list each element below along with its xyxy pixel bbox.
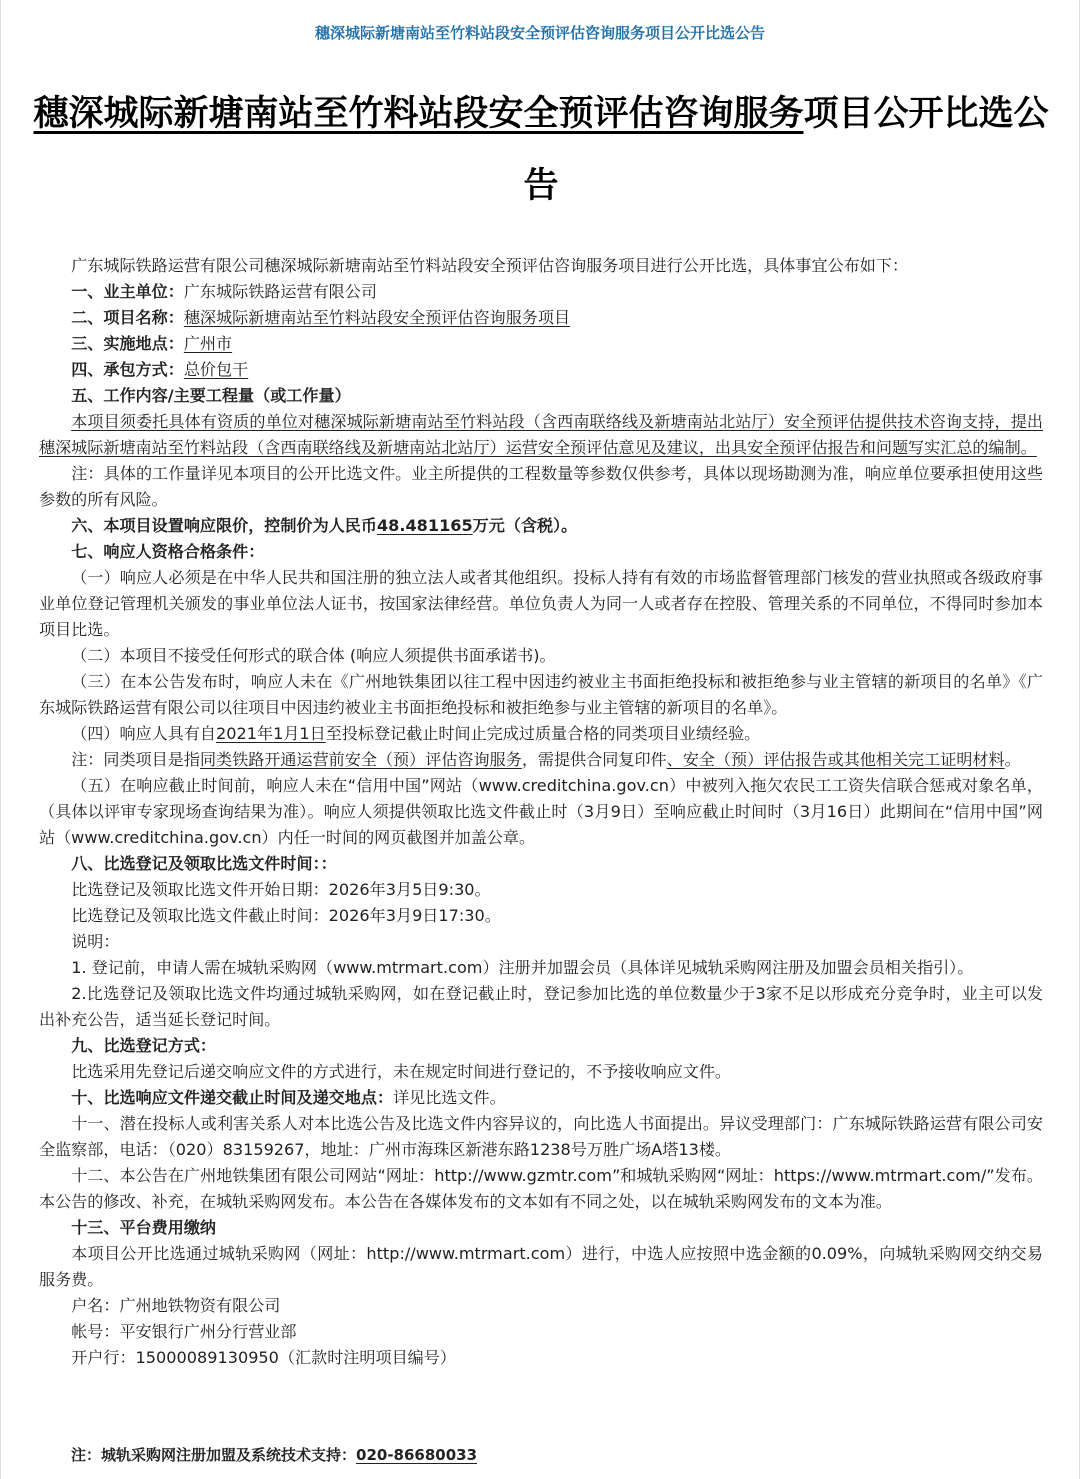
t: 至投标登记截止时间止完成过质量合格的同类项目业绩经验。 — [325, 724, 761, 743]
section-13-heading: 十三、平台费用缴纳 — [71, 1218, 217, 1237]
u: 、安全（预）评估报告或其他相关完工证明材料 — [666, 750, 1005, 769]
t: 注：同类项目是指 — [71, 750, 200, 769]
u: 同类铁路开通运营前安全（预）评估咨询服务 — [199, 750, 522, 769]
qual-4 — [39, 721, 1043, 747]
project-name — [39, 305, 1043, 331]
value: 总价包干 — [183, 360, 249, 379]
reg-start: 比选登记及领取比选文件开始日期：2026年3月5日9:30。 — [71, 880, 491, 899]
value: 穗深城际新塘南站至竹料站段安全预评估咨询服务项目 — [183, 308, 571, 327]
unit: 万元（含税）。 — [472, 516, 578, 535]
reg-end: 比选登记及领取比选文件截止时间：2026年3月9日17:30。 — [71, 906, 501, 925]
label: 注：城轨采购网注册加盟及系统技术支持： — [71, 1446, 357, 1464]
note-1: 1. 登记前，申请人需在城轨采购网（www.mtrmart.com）注册并加盟会员（具体详见城轨采购网注册及加盟会员相关指引）。 — [71, 958, 974, 977]
label: 四、承包方式： — [71, 360, 184, 379]
label: 十、比选响应文件递交截止时间及递交地点： — [71, 1088, 394, 1107]
label: 三、实施地点： — [71, 334, 184, 353]
price: 48.481165 — [376, 516, 473, 535]
header-title: 穗深城际新塘南站至竹料站段安全预评估咨询服务项目公开比选公告 — [314, 24, 765, 42]
label: 二、项目名称： — [71, 308, 184, 327]
qual-2: （二）本项目不接受任何形式的联合体 (响应人须提供书面承诺书)。 — [71, 646, 556, 665]
qual-5: （五）在响应截止时间前，响应人未在“信用中国”网站（www.creditchina.gov.cn）中被列入拖欠农民工工资失信联合惩戒对象名单，（具体以评审专家现场查询结果为准）。响应人须提供领取比选文件截止时（3月9日）至响应截止时间时（3月16日）此期间在“信用中国”网站（www.creditchina.gov.cn）内任一时间的网页截图并加盖公章。 — [39, 776, 1043, 847]
section-10 — [39, 1085, 1043, 1111]
note-label: 说明： — [71, 932, 120, 951]
t: 。 — [1004, 750, 1021, 769]
bank: 开户行：15000089130950（汇款时注明项目编号） — [71, 1348, 456, 1367]
account-name: 户名：广州地铁物资有限公司 — [71, 1296, 281, 1315]
section-11: 十一、潜在投标人或利害关系人对本比选公告及比选文件内容异议的，向比选人书面提出。异议受理部门：广东城际铁路运营有限公司安全监察部，电话：（020）83159267，地址：广州市海珠区新港东路1238号万胜广场A塔13楼。 — [39, 1114, 1043, 1159]
section-8-heading: 八、比选登记及领取比选文件时间：： — [71, 854, 337, 873]
footer-note — [71, 1444, 477, 1465]
value: 详见比选文件。 — [393, 1088, 506, 1107]
date: 2021年1月1日 — [216, 724, 326, 743]
document-body — [39, 253, 1043, 1371]
title-rest: 项目公开比选公告 — [523, 94, 1049, 206]
section-5-heading: 五、工作内容/主要工程量（或工作量） — [71, 386, 351, 405]
work-content — [39, 409, 1043, 461]
t: （四）响应人具有自 — [71, 724, 217, 743]
location — [39, 331, 1043, 357]
owner — [39, 279, 1043, 305]
work-note: 注：具体的工作量详见本项目的公开比选文件。业主所提供的工程数量等参数仅供参考，具体以现场勘测为准，响应单位要承担使用这些参数的所有风险。 — [39, 464, 1043, 509]
account-number: 帐号：平安银行广州分行营业部 — [71, 1322, 297, 1341]
work-content-text: 本项目须委托具体有资质的单位对穗深城际新塘南站至竹料站段（含西南联络线及新塘南站北站厅）安全预评估提供技术咨询支持，提出穗深城际新塘南站至竹料站段（含西南联络线及新塘南站北站厅）运营安全预评估意见及建议，出具安全预评估报告和问题写实汇总的编制。 — [39, 412, 1043, 457]
section-7-heading: 七、响应人资格合格条件： — [71, 542, 265, 561]
intro: 广东城际铁路运营有限公司穗深城际新塘南站至竹料站段安全预评估咨询服务项目进行公开比选，具体事宜公布如下： — [71, 256, 909, 275]
note-2: 2.比选登记及领取比选文件均通过城轨采购网，如在登记截止时，登记参加比选的单位数量少于3家不足以形成充分竞争时，业主可以发出补充公告，适当延长登记时间。 — [39, 984, 1043, 1029]
qual-note — [39, 747, 1043, 773]
fee-text: 本项目公开比选通过城轨采购网（网址：http://www.mtrmart.com）进行，中选人应按照中选金额的0.09%，向城轨采购网交纳交易服务费。 — [39, 1244, 1043, 1289]
section-9-heading: 九、比选登记方式： — [71, 1036, 217, 1055]
qual-1: （一）响应人必须是在中华人民共和国注册的独立法人或者其他组织。投标人持有有效的市场监督管理部门核发的营业执照或各级政府事业单位登记管理机关颁发的事业单位法人证书，按国家法律经营。单位负责人为同一人或者存在控股、管理关系的不同单位，不得同时参加本项目比选。 — [39, 568, 1043, 639]
section-12: 十二、本公告在广州地铁集团有限公司网站“网址：http://www.gzmtr.com”和城轨采购网“网址：https://www.mtrmart.com/”发布。本公告的修改、补充，在城轨采购网发布。本公告在各媒体发布的文本如有不同之处，以在城轨采购网发布的文本为准。 — [39, 1166, 1043, 1211]
contract-mode — [39, 357, 1043, 383]
title-underlined: 穗深城际新塘南站至竹料站段安全预评估咨询服务 — [33, 94, 804, 134]
price-limit — [39, 513, 1043, 539]
t: ，需提供合同复印件 — [521, 750, 667, 769]
value: 广州市 — [183, 334, 233, 353]
label: 六、本项目设置响应限价，控制价为人民币 — [71, 516, 377, 535]
page-title — [31, 78, 1051, 222]
reg-method: 比选采用先登记后递交响应文件的方式进行，未在规定时间进行登记的，不予接收响应文件。 — [71, 1062, 732, 1081]
label: 一、业主单位： — [71, 282, 184, 301]
phone: 020-86680033 — [356, 1446, 478, 1464]
value: 广东城际铁路运营有限公司 — [183, 282, 377, 301]
qual-3: （三）在本公告发布时，响应人未在《广州地铁集团以往工程中因违约被业主书面拒绝投标和被拒绝参与业主管辖的新项目的名单》《广东城际铁路运营有限公司以往项目中因违约被业主书面拒绝投标和被拒绝参与业主管辖的新项目的名单》。 — [39, 672, 1043, 717]
